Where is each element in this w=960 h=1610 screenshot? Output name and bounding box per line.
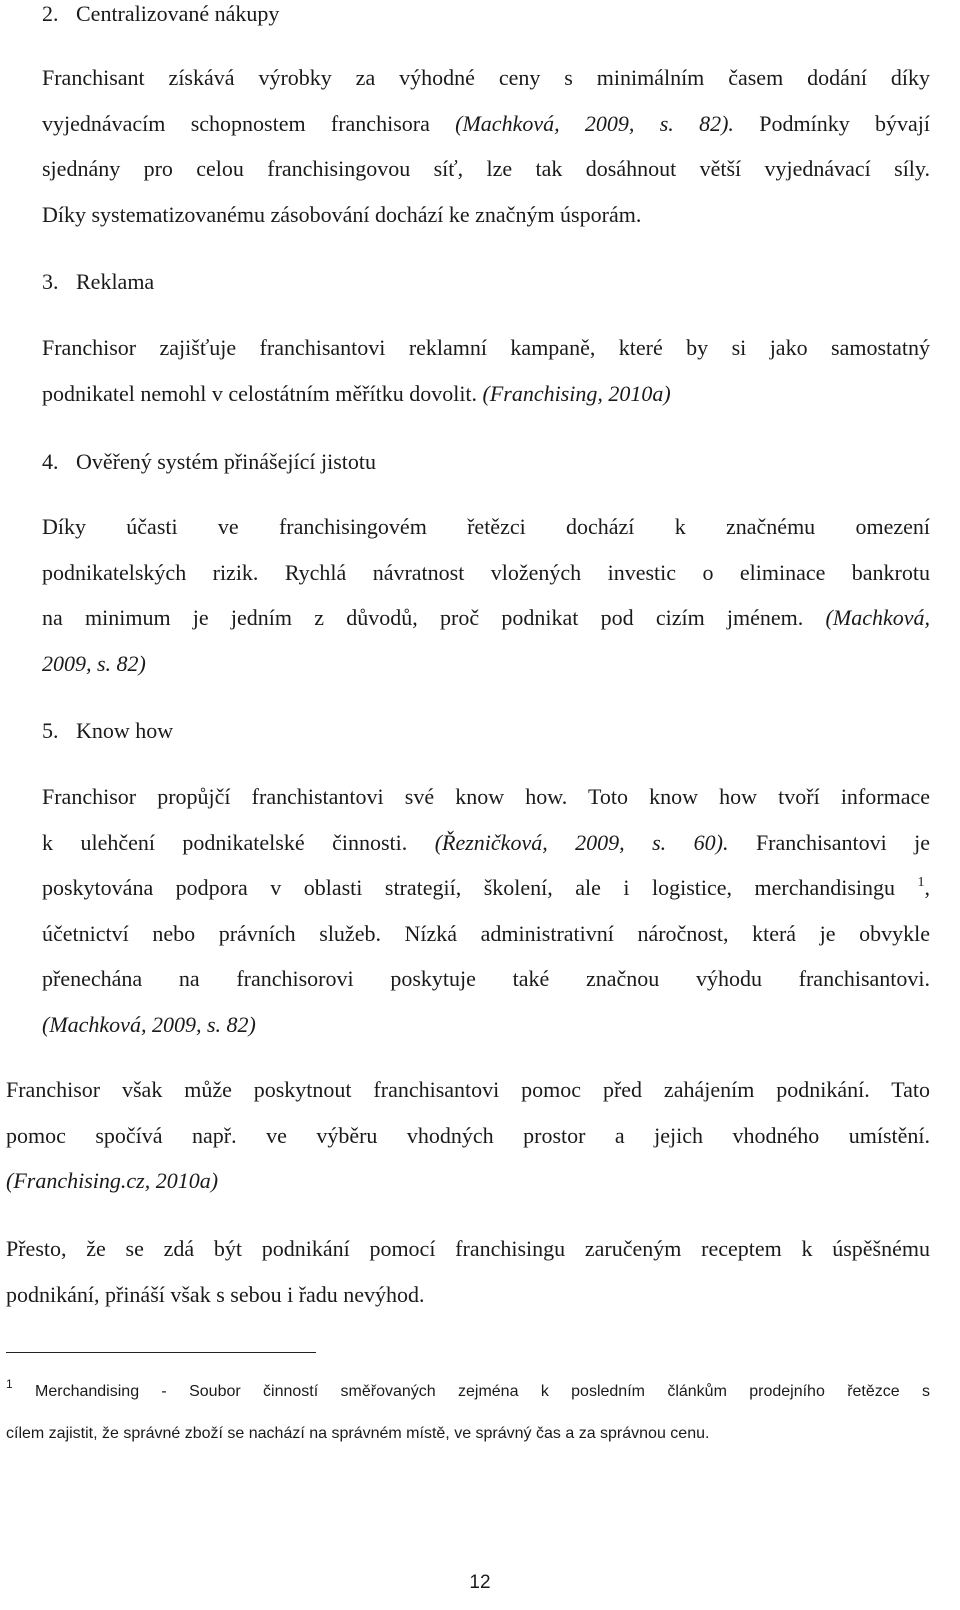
section-5-paragraph bbox=[42, 774, 930, 1048]
footnote-text bbox=[6, 1377, 930, 1400]
text-line: Díky systematizovanému zásobování dochází ke značným úsporám. bbox=[42, 201, 642, 227]
section-title: Know how bbox=[76, 718, 174, 743]
text-run: k ulehčení podnikatelské činnosti. bbox=[42, 829, 408, 855]
text-line: Franchisor zajišťuje franchisantovi reklamní kampaně, které by si jako samostatný bbox=[42, 335, 930, 360]
citation: (Machková, 2009, s. 82). bbox=[455, 110, 734, 136]
citation: (Franchising, 2010a) bbox=[482, 380, 671, 406]
section-4-paragraph bbox=[42, 504, 930, 686]
citation: (Machková, 2009, s. 82) bbox=[42, 1011, 256, 1037]
section-title: Centralizované nákupy bbox=[76, 1, 280, 26]
text-line bbox=[42, 595, 930, 641]
text-line: účetnictví nebo právních služeb. Nízká administrativní náročnost, která je obvykle bbox=[42, 920, 930, 946]
text-line: podnikání, přináší však s sebou i řadu nevýhod. bbox=[6, 1281, 425, 1307]
text-run: Podmínky bývají bbox=[759, 110, 930, 136]
section-number: 5. bbox=[42, 718, 59, 743]
section-number: 4. bbox=[42, 449, 59, 474]
text-line: Díky účasti ve franchisingovém řetězci dochází k značnému omezení bbox=[42, 514, 930, 539]
text-line bbox=[42, 371, 930, 417]
text-line bbox=[42, 820, 930, 866]
section-title: Reklama bbox=[76, 269, 155, 294]
text-line bbox=[42, 101, 930, 147]
section-3-heading bbox=[42, 268, 154, 296]
text-line: podnikatelských rizik. Rychlá návratnost vložených investic o eliminace bankrotu bbox=[42, 559, 930, 585]
text-line: Franchisant získává výrobky za výhodné ceny s minimálním časem dodání díky bbox=[42, 65, 930, 90]
citation: (Řezničková, 2009, s. 60). bbox=[434, 829, 729, 855]
text-line: pomoc spočívá např. ve výběru vhodných prostor a jejich vhodného umístění. bbox=[6, 1122, 930, 1148]
text-run: poskytována podpora v oblasti strategií, školení, ale i logistice, merchandisingu bbox=[42, 875, 896, 901]
text-run: Franchisantovi je bbox=[755, 829, 931, 855]
section-number: 2. bbox=[42, 1, 59, 26]
text-run: , bbox=[924, 875, 931, 901]
section-3-paragraph bbox=[42, 325, 930, 416]
text-run: na minimum je jedním z důvodů, proč podnikat pod cizím jménem. bbox=[42, 605, 804, 631]
footnote-line bbox=[6, 1371, 930, 1413]
text-line bbox=[42, 865, 930, 911]
support-paragraph bbox=[6, 1067, 930, 1204]
text-line: Franchisor však může poskytnout franchisantovi pomoc před zahájením podnikání. Tato bbox=[6, 1077, 930, 1102]
footnote-separator bbox=[6, 1352, 316, 1353]
text-line: Franchisor propůjčí franchistantovi své know how. Toto know how tvoří informace bbox=[42, 784, 930, 809]
footnote-reference[interactable]: 1 bbox=[917, 875, 925, 891]
text-line: přenechána na franchisorovi poskytuje také značnou výhodu franchisantovi. bbox=[42, 966, 930, 992]
text-line: Přesto, že se zdá být podnikání pomocí franchisingu zaručeným receptem k úspěšnému bbox=[6, 1236, 930, 1261]
citation: (Machková, bbox=[825, 605, 930, 631]
footnote-line: cílem zajistit, že správné zboží se nachází na správném místě, ve správný čas a za správnou cenu. bbox=[6, 1425, 710, 1442]
section-5-heading bbox=[42, 717, 173, 745]
conclusion-paragraph bbox=[6, 1226, 930, 1317]
footnote-marker: 1 bbox=[6, 1377, 13, 1391]
section-2-paragraph bbox=[42, 55, 930, 237]
footnote-text-run: Merchandising - Soubor činností směřovaných zejména k posledním článkům prodejního řetězce s bbox=[35, 1383, 930, 1400]
text-run: podnikatel nemohl v celostátním měřítku dovolit. bbox=[42, 380, 478, 406]
section-4-heading bbox=[42, 448, 376, 476]
section-number: 3. bbox=[42, 269, 59, 294]
citation: 2009, s. 82) bbox=[42, 650, 146, 676]
text-line: sjednány pro celou franchisingovou síť, lze tak dosáhnout větší vyjednávací síly. bbox=[42, 156, 930, 182]
footnote bbox=[6, 1371, 930, 1455]
citation: (Franchising.cz, 2010a) bbox=[6, 1168, 219, 1194]
section-2-heading bbox=[42, 0, 279, 28]
page-number: 12 bbox=[469, 1572, 491, 1593]
section-title: Ověřený systém přinášející jistotu bbox=[76, 449, 376, 474]
text-run: vyjednávacím schopnostem franchisora bbox=[42, 110, 430, 136]
